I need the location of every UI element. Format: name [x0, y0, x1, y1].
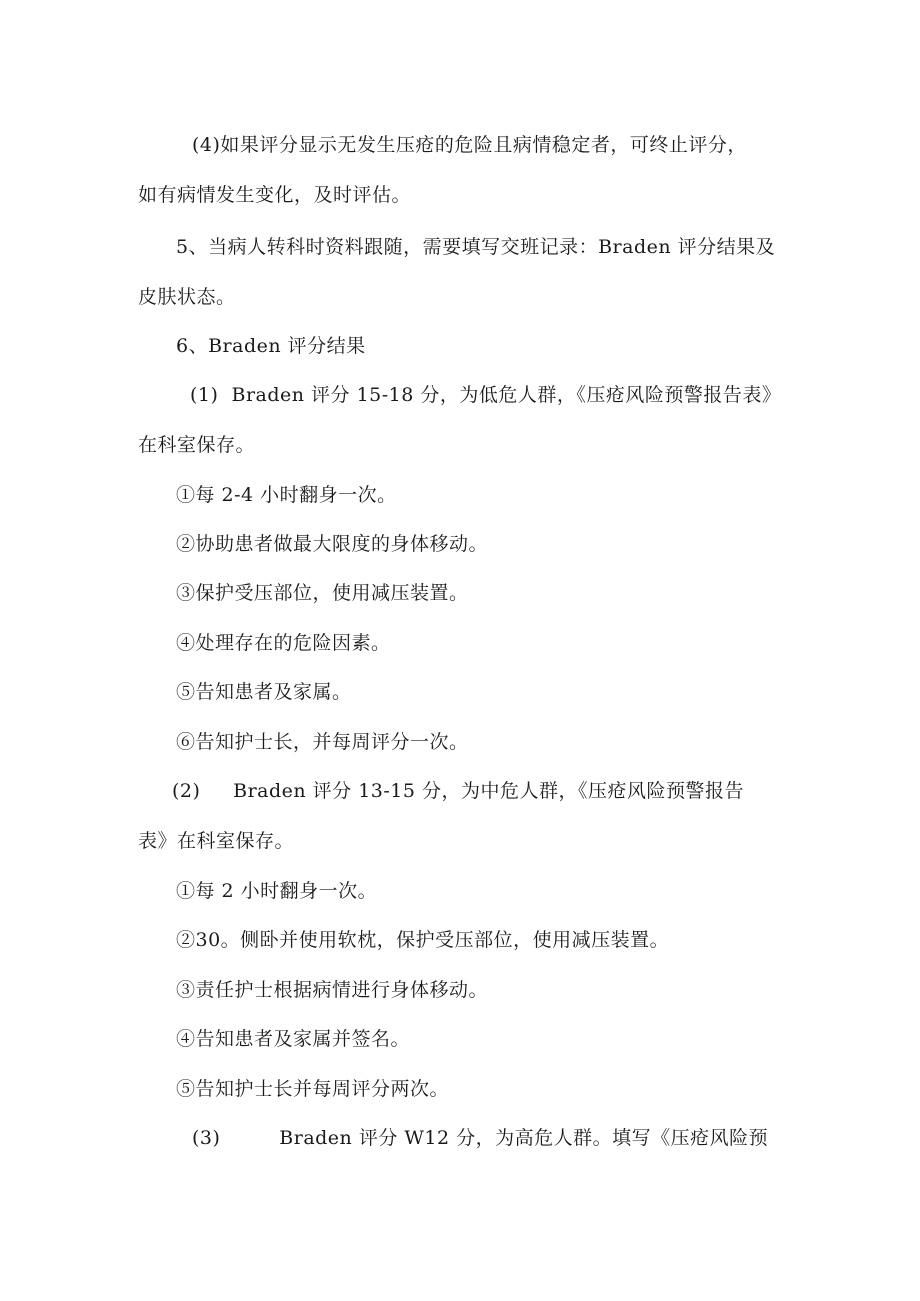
- list-item: ③责任护士根据病情进行身体移动。: [176, 979, 489, 1001]
- item-5-line-2: 皮肤状态。: [138, 286, 236, 308]
- list-item: ③保护受压部位，使用减压装置。: [176, 582, 469, 604]
- list-item: ①每 2-4 小时翻身一次。: [176, 484, 397, 506]
- subsection-3-line-1: (3) Braden 评分 W12 分，为高危人群。填写《压疮风险预: [192, 1127, 769, 1149]
- paragraph-4-line-1: (4)如果评分显示无发生压疮的危险且病情稳定者，可终止评分，: [192, 134, 747, 156]
- section-6-heading: 6、Braden 评分结果: [176, 335, 366, 357]
- list-item: ①每 2 小时翻身一次。: [176, 880, 378, 902]
- paragraph-4-line-2: 如有病情发生变化，及时评估。: [138, 184, 412, 206]
- subsection-2-line-1: (2) Braden 评分 13-15 分，为中危人群，《压疮风险预警报告: [172, 780, 745, 802]
- list-item: ⑤告知患者及家属。: [176, 681, 352, 703]
- list-item: ②协助患者做最大限度的身体移动。: [176, 533, 489, 555]
- list-item: ⑤告知护士长并每周评分两次。: [176, 1078, 450, 1100]
- subsection-1-line-2: 在科室保存。: [138, 434, 256, 456]
- list-item: ⑥告知护士长，并每周评分一次。: [176, 731, 469, 753]
- list-item: ④处理存在的危险因素。: [176, 632, 391, 654]
- list-item: ④告知患者及家属并签名。: [176, 1028, 411, 1050]
- list-item: ②30。侧卧并使用软枕，保护受压部位，使用减压装置。: [176, 929, 670, 951]
- subsection-2-line-2: 表》在科室保存。: [138, 830, 295, 852]
- subsection-1-line-1: (1) Braden 评分 15-18 分，为低危人群，《压疮风险预警报告表》: [190, 384, 782, 406]
- item-5-line-1: 5、当病人转科时资料跟随，需要填写交班记录：Braden 评分结果及: [176, 236, 776, 258]
